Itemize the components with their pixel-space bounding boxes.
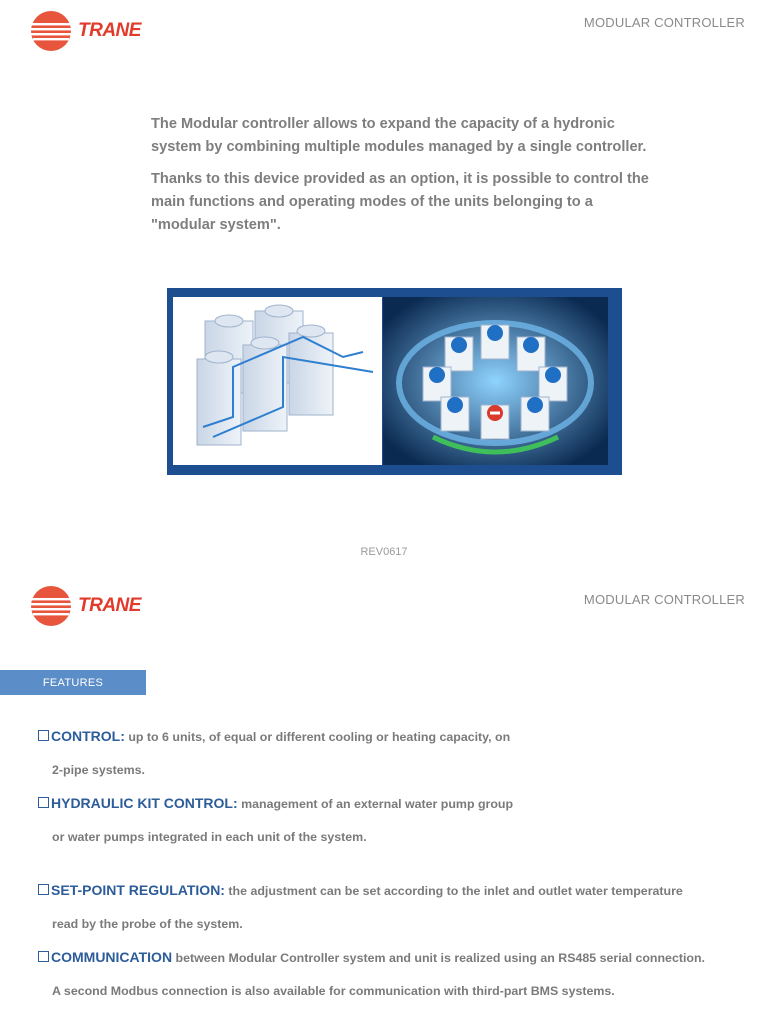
feature-heading: CONTROL:	[51, 728, 125, 744]
modules-illustration	[173, 297, 382, 465]
trane-circle-icon	[30, 10, 72, 52]
controller-network-illustration	[383, 297, 608, 465]
checkbox-bullet-icon	[38, 951, 49, 962]
feature-text: management of an external water pump group	[237, 797, 514, 811]
document-title: MODULAR CONTROLLER	[583, 15, 745, 30]
document-title: MODULAR CONTROLLER	[583, 592, 745, 607]
feature-communication	[38, 949, 758, 965]
feature-heading: SET-POINT REGULATION:	[51, 882, 225, 898]
brand-name: TRANE	[78, 20, 141, 41]
feature-continuation: read by the probe of the system.	[52, 917, 243, 931]
modular-system-illustration	[167, 288, 622, 475]
intro-paragraph-2: Thanks to this device provided as an option, it is possible to control the main functions and operating modes of the units belonging to a "modular system".	[151, 171, 649, 233]
feature-heading: HYDRAULIC KIT CONTROL:	[51, 795, 238, 811]
feature-text: the adjustment can be set according to the inlet and outlet water temperature	[224, 884, 683, 898]
page-2	[0, 575, 768, 1024]
features-section-tab: FEATURES	[0, 670, 146, 695]
feature-text: up to 6 units, of equal or different cooling or heating capacity, on	[124, 730, 511, 744]
checkbox-bullet-icon	[38, 797, 49, 808]
feature-set-point	[38, 882, 758, 898]
checkbox-bullet-icon	[38, 730, 49, 741]
feature-text: between Modular Controller system and unit is realized using an RS485 serial connection.	[172, 951, 705, 965]
trane-circle-icon	[30, 585, 72, 627]
feature-continuation: 2-pipe systems.	[52, 763, 145, 777]
checkbox-bullet-icon	[38, 884, 49, 895]
trane-logo	[30, 585, 141, 627]
feature-heading: COMMUNICATION	[51, 949, 173, 965]
feature-continuation: A second Modbus connection is also available for communication with third-part BMS systems.	[52, 984, 615, 998]
feature-continuation: or water pumps integrated in each unit of the system.	[52, 830, 367, 844]
brand-name: TRANE	[78, 595, 141, 616]
feature-hydraulic-kit	[38, 795, 758, 811]
revision-label: REV0617	[360, 546, 408, 558]
feature-control	[38, 728, 758, 744]
intro-paragraph-1: The Modular controller allows to expand the capacity of a hydronic system by combining multiple modules managed by a single controller.	[151, 116, 647, 155]
intro-text	[151, 113, 651, 246]
trane-logo	[30, 10, 141, 52]
